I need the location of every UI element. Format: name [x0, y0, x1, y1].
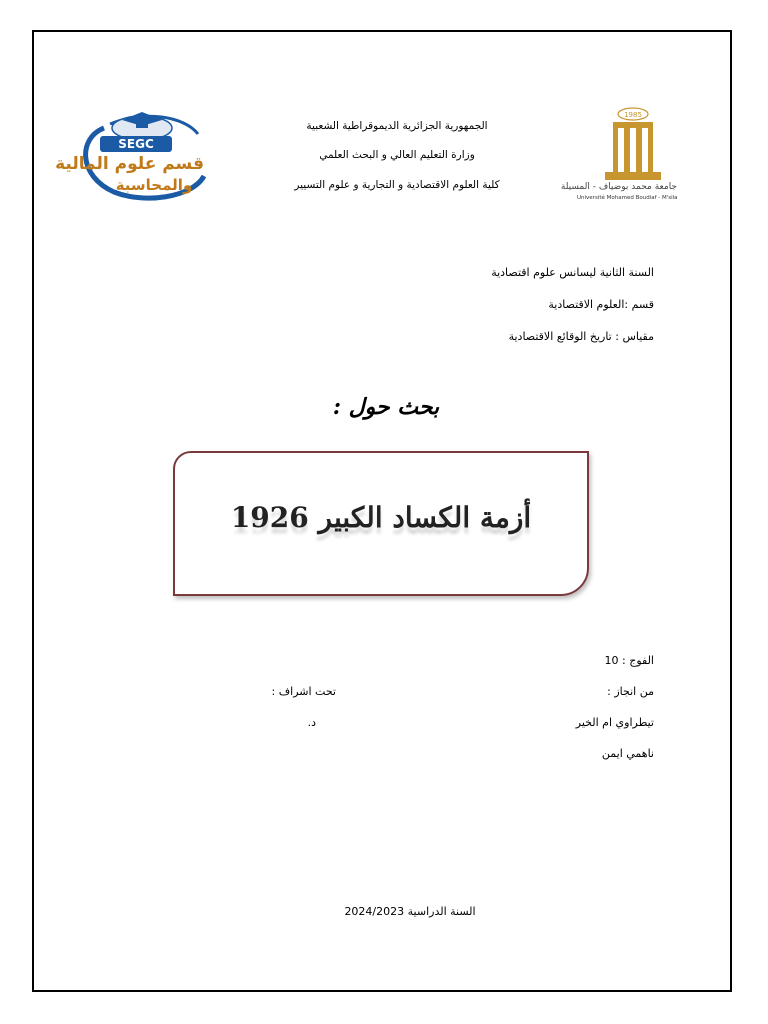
logo-text-line1: قسم علوم المالية — [55, 154, 204, 174]
logo-badge: SEGC — [100, 136, 172, 152]
segc-logo — [55, 106, 210, 206]
supervisor-name: د. — [307, 716, 316, 729]
info-department: قسم :العلوم الاقتصادية — [548, 298, 654, 311]
student-name-1: تيطراوي ام الخير — [575, 716, 654, 729]
supervisor-label: تحت اشراف : — [271, 685, 336, 698]
university-name-fr: Université Mohamed Boudiaf - M'sila — [577, 195, 678, 201]
header-faculty: كلية العلوم الاقتصادية و التجارية و علوم التسيير — [294, 179, 500, 191]
university-logo — [560, 106, 678, 210]
info-module: مقياس : تاريخ الوقائع الاقتصادية — [508, 330, 654, 343]
logo-text-line2: والمحاسبة — [115, 176, 193, 194]
university-name-ar: جامعة محمد بوضياف - المسيلة — [560, 182, 677, 192]
research-title: أزمة الكساد الكبير 1926 — [230, 501, 532, 534]
info-level: السنة الثانية ليسانس علوم اقتصادية — [491, 266, 654, 279]
prepared-by-label: من انجاز : — [607, 685, 654, 698]
group-number: الفوج : 10 — [604, 654, 654, 667]
student-name-2: ناهمي ايمن — [601, 747, 654, 760]
header-ministry: وزارة التعليم العالي و البحث العلمي — [319, 149, 475, 161]
research-label: بحث حول : — [332, 394, 440, 420]
logo-year: 1985 — [624, 111, 642, 119]
header-republic: الجمهورية الجزائرية الديموقراطية الشعبية — [306, 120, 488, 132]
title-box — [173, 451, 589, 596]
university-tower-icon — [577, 106, 677, 186]
academic-year: السنة الدراسية 2024/2023 — [344, 905, 476, 918]
